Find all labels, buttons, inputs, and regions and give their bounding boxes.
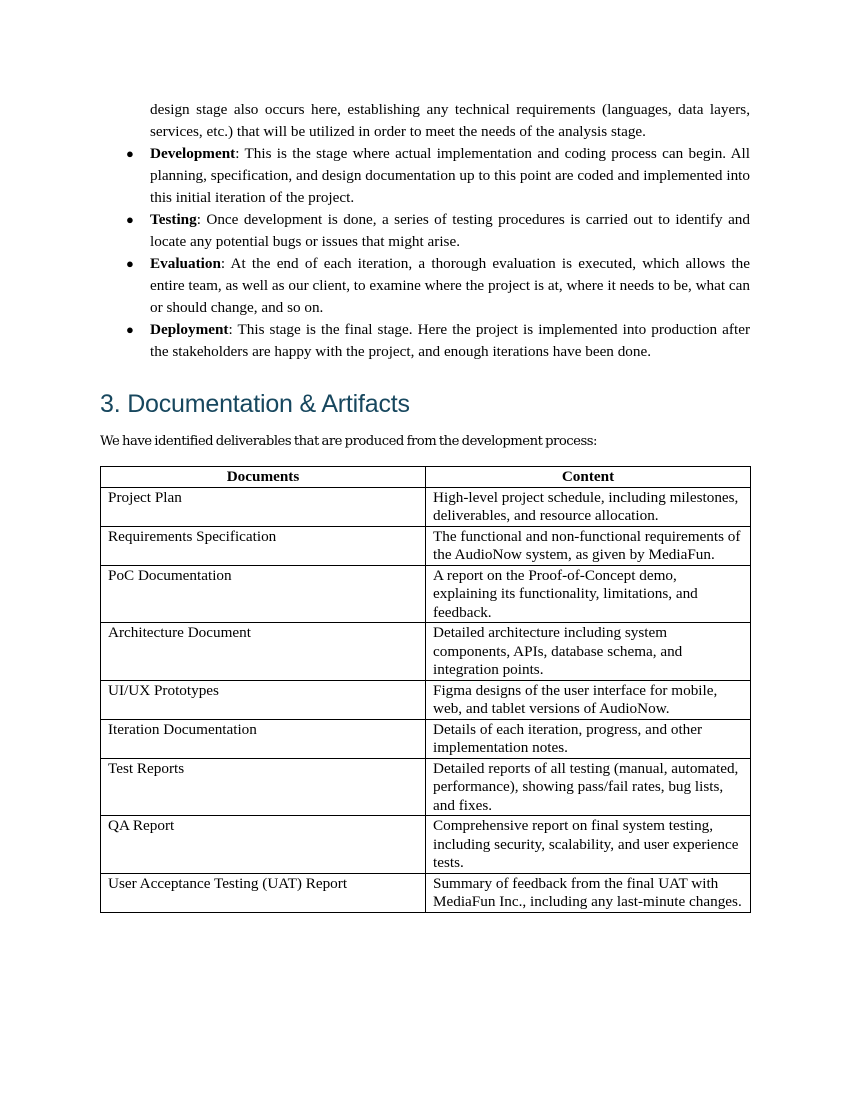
content-cell: The functional and non-functional requirements of the AudioNow system, as given by MediaFun. [426, 526, 751, 565]
stage-term: Development [150, 145, 236, 162]
table-row [101, 623, 751, 681]
list-item [100, 253, 750, 319]
document-cell: Project Plan [101, 487, 426, 526]
bullet-icon: ● [126, 146, 134, 161]
continued-paragraph: design stage also occurs here, establishing any technical requirements (languages, data layers, services, etc.) that will be utilized in order to meet the needs of the analysis stage. [150, 101, 750, 140]
stage-description: : This is the stage where actual implementation and coding process can begin. All planning, specification, and design documentation up to this point are coded and implemented into this initial iteration of the project. [150, 145, 750, 206]
section-intro: We have identified deliverables that are produced from the development process: [100, 434, 597, 449]
table-header-row [101, 467, 751, 488]
document-cell: QA Report [101, 816, 426, 874]
table-row [101, 719, 751, 758]
column-header-content: Content [426, 467, 751, 488]
table-row [101, 680, 751, 719]
content-cell: A report on the Proof-of-Concept demo, explaining its functionality, limitations, and feedback. [426, 565, 751, 623]
content-cell: Comprehensive report on final system testing, including security, scalability, and user experience tests. [426, 816, 751, 874]
document-cell: PoC Documentation [101, 565, 426, 623]
stage-term: Evaluation [150, 255, 221, 272]
list-item [100, 209, 750, 253]
content-cell: High-level project schedule, including milestones, deliverables, and resource allocation. [426, 487, 751, 526]
list-item [100, 143, 750, 209]
document-cell: Test Reports [101, 758, 426, 816]
bullet-icon: ● [126, 256, 134, 271]
content-cell: Summary of feedback from the final UAT with MediaFun Inc., including any last-minute changes. [426, 873, 751, 912]
document-cell: Iteration Documentation [101, 719, 426, 758]
section-heading: 3. Documentation & Artifacts [100, 390, 410, 418]
document-cell: Requirements Specification [101, 526, 426, 565]
table-row [101, 487, 751, 526]
table-row [101, 526, 751, 565]
stage-list [100, 143, 750, 363]
stage-description: : Once development is done, a series of testing procedures is carried out to identify and locate any potential bugs or issues that might arise. [150, 211, 750, 250]
bullet-icon: ● [126, 322, 134, 337]
stage-term: Deployment [150, 321, 229, 338]
deliverables-table [100, 466, 751, 913]
stage-term: Testing [150, 211, 197, 228]
document-cell: UI/UX Prototypes [101, 680, 426, 719]
table-row [101, 758, 751, 816]
table-row [101, 873, 751, 912]
table-row [101, 816, 751, 874]
content-cell: Details of each iteration, progress, and other implementation notes. [426, 719, 751, 758]
document-cell: User Acceptance Testing (UAT) Report [101, 873, 426, 912]
document-cell: Architecture Document [101, 623, 426, 681]
column-header-documents: Documents [101, 467, 426, 488]
stage-description: : This stage is the final stage. Here the project is implemented into production after the stakeholders are happy with the project, and enough iterations have been done. [150, 321, 750, 360]
list-item [100, 319, 750, 363]
table-row [101, 565, 751, 623]
stage-description: : At the end of each iteration, a thorough evaluation is executed, which allows the entire team, as well as our client, to examine where the project is at, where it needs to be, what can or should change, and so on. [150, 255, 750, 316]
content-cell: Figma designs of the user interface for mobile, web, and tablet versions of AudioNow. [426, 680, 751, 719]
content-cell: Detailed architecture including system components, APIs, database schema, and integration points. [426, 623, 751, 681]
bullet-icon: ● [126, 212, 134, 227]
content-cell: Detailed reports of all testing (manual, automated, performance), showing pass/fail rates, bug lists, and fixes. [426, 758, 751, 816]
